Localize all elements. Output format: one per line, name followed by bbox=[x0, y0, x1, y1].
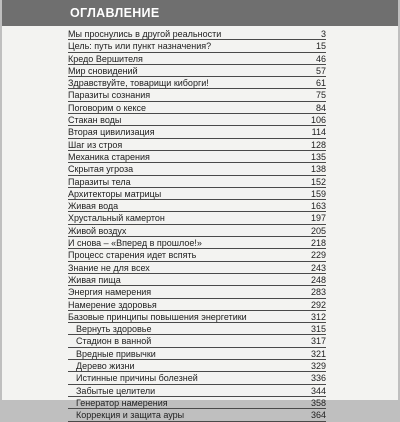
toc-entry bbox=[2, 397, 398, 409]
toc-entry-title: Шаг из строя bbox=[68, 139, 123, 150]
toc-entry-title: Кредо Вершителя bbox=[68, 53, 143, 64]
toc-entry-title: Здравствуйте, товарищи киборги! bbox=[68, 78, 209, 89]
toc-entry-title: Паразиты сознания bbox=[68, 90, 151, 101]
toc-entry bbox=[2, 163, 398, 175]
toc-entry-page: 358 bbox=[310, 397, 326, 408]
toc-entry-page: 57 bbox=[315, 65, 326, 76]
toc-entry-title: Забытые целители bbox=[76, 385, 156, 396]
toc-entry bbox=[2, 77, 398, 89]
toc-entry-page: 138 bbox=[310, 164, 326, 175]
toc-entry bbox=[2, 409, 398, 421]
toc-entry bbox=[2, 151, 398, 163]
toc-entry-page: 315 bbox=[310, 324, 326, 335]
toc-entry-title: Стадион в ванной bbox=[76, 336, 152, 347]
toc-entry-page: 152 bbox=[310, 176, 326, 187]
toc-entry-page: 3 bbox=[320, 29, 326, 39]
toc-entry-title: Вернуть здоровье bbox=[76, 324, 152, 335]
toc-entry-title: Цель: путь или пункт назначения? bbox=[68, 41, 212, 52]
toc-entry-page: 205 bbox=[310, 225, 326, 236]
toc-entry-title: Мир сновидений bbox=[68, 65, 138, 76]
toc-entry-page: 317 bbox=[310, 336, 326, 347]
toc-entry bbox=[2, 126, 398, 138]
toc-entry-page: 329 bbox=[310, 361, 326, 372]
toc-entry-page: 106 bbox=[310, 115, 326, 126]
toc-entry-page: 292 bbox=[310, 299, 326, 310]
toc-entry-page: 15 bbox=[315, 41, 326, 52]
toc-entry-page: 75 bbox=[315, 90, 326, 101]
toc-entry-title: Базовые принципы повышения энергетики bbox=[68, 311, 247, 322]
toc-entry bbox=[2, 65, 398, 77]
toc-entry-title: Живая пища bbox=[68, 274, 121, 285]
toc-entry-page: 243 bbox=[310, 262, 326, 273]
toc-entry-title: Поговорим о кексе bbox=[68, 102, 147, 113]
toc-entry-page: 336 bbox=[310, 373, 326, 384]
page-title: ОГЛАВЛЕНИЕ bbox=[70, 6, 160, 20]
toc-entry bbox=[2, 249, 398, 261]
toc-entry bbox=[2, 311, 398, 323]
toc-entry-page: 197 bbox=[310, 213, 326, 224]
toc-entry bbox=[2, 53, 398, 65]
toc-entry-page: 229 bbox=[310, 250, 326, 261]
toc-entry-page: 135 bbox=[310, 151, 326, 162]
toc-entry bbox=[2, 89, 398, 101]
toc-entry bbox=[2, 385, 398, 397]
toc-entry-title: Намерение здоровья bbox=[68, 299, 157, 310]
toc-entry bbox=[2, 28, 398, 40]
toc-entry bbox=[2, 262, 398, 274]
toc-entry bbox=[2, 348, 398, 360]
toc-entry-page: 248 bbox=[310, 274, 326, 285]
toc-entry-page: 344 bbox=[310, 385, 326, 396]
toc-entry-title: Генератор намерения bbox=[76, 397, 168, 408]
toc-entry-page: 46 bbox=[315, 53, 326, 64]
toc-entry-title: Стакан воды bbox=[68, 115, 122, 126]
toc-entry-page: 128 bbox=[310, 139, 326, 150]
toc-entry bbox=[2, 176, 398, 188]
toc-entry-title: Живой воздух bbox=[68, 225, 127, 236]
toc-entry-title: Скрытая угроза bbox=[68, 164, 134, 175]
toc-entry bbox=[2, 225, 398, 237]
toc-entry-title: Механика старения bbox=[68, 151, 150, 162]
toc-entry bbox=[2, 335, 398, 347]
toc-entry bbox=[2, 323, 398, 335]
toc-entry-title: Мы проснулись в другой реальности bbox=[68, 29, 222, 39]
toc-entry bbox=[2, 188, 398, 200]
toc-entry-title: Живая вода bbox=[68, 201, 119, 212]
toc-entry-page: 114 bbox=[311, 127, 326, 138]
toc-entry bbox=[2, 40, 398, 52]
toc-entry-title: Знание не для всех bbox=[68, 262, 150, 273]
toc-entry-title: Архитекторы матрицы bbox=[68, 188, 162, 199]
toc-entry-page: 84 bbox=[315, 102, 326, 113]
toc-entry-title: Вторая цивилизация bbox=[68, 127, 155, 138]
table-of-contents bbox=[2, 28, 398, 422]
toc-entry bbox=[2, 212, 398, 224]
toc-entry-title: Энергия намерения bbox=[68, 287, 152, 298]
toc-entry bbox=[2, 139, 398, 151]
toc-entry-page: 364 bbox=[310, 410, 326, 421]
toc-entry-title: Вредные привычки bbox=[76, 348, 156, 359]
toc-entry-title: Процесс старения идет вспять bbox=[68, 250, 197, 261]
toc-entry bbox=[2, 274, 398, 286]
toc-entry bbox=[2, 372, 398, 384]
toc-entry-title: Коррекция и защита ауры bbox=[76, 410, 185, 421]
toc-entry-page: 283 bbox=[310, 287, 326, 298]
toc-entry-title: Истинные причины болезней bbox=[76, 373, 198, 384]
toc-entry-title: Паразиты тела bbox=[68, 176, 131, 187]
toc-entry bbox=[2, 299, 398, 311]
toc-entry bbox=[2, 286, 398, 298]
toc-entry-page: 218 bbox=[310, 238, 326, 249]
toc-entry-page: 312 bbox=[310, 311, 326, 322]
toc-entry-title: И снова – «Вперед в прошлое!» bbox=[68, 238, 202, 249]
toc-entry-page: 321 bbox=[310, 348, 326, 359]
toc-entry-page: 159 bbox=[310, 188, 326, 199]
toc-entry-title: Хрустальный камертон bbox=[68, 213, 165, 224]
toc-entry bbox=[2, 200, 398, 212]
toc-entry bbox=[2, 102, 398, 114]
toc-entry-title: Дерево жизни bbox=[76, 361, 135, 372]
toc-entry-page: 61 bbox=[315, 78, 326, 89]
header-band bbox=[2, 0, 398, 26]
toc-entry-page: 163 bbox=[310, 201, 326, 212]
toc-entry bbox=[2, 114, 398, 126]
book-page bbox=[2, 0, 398, 421]
toc-leader-line bbox=[68, 421, 326, 422]
toc-entry bbox=[2, 360, 398, 372]
toc-entry bbox=[2, 237, 398, 249]
